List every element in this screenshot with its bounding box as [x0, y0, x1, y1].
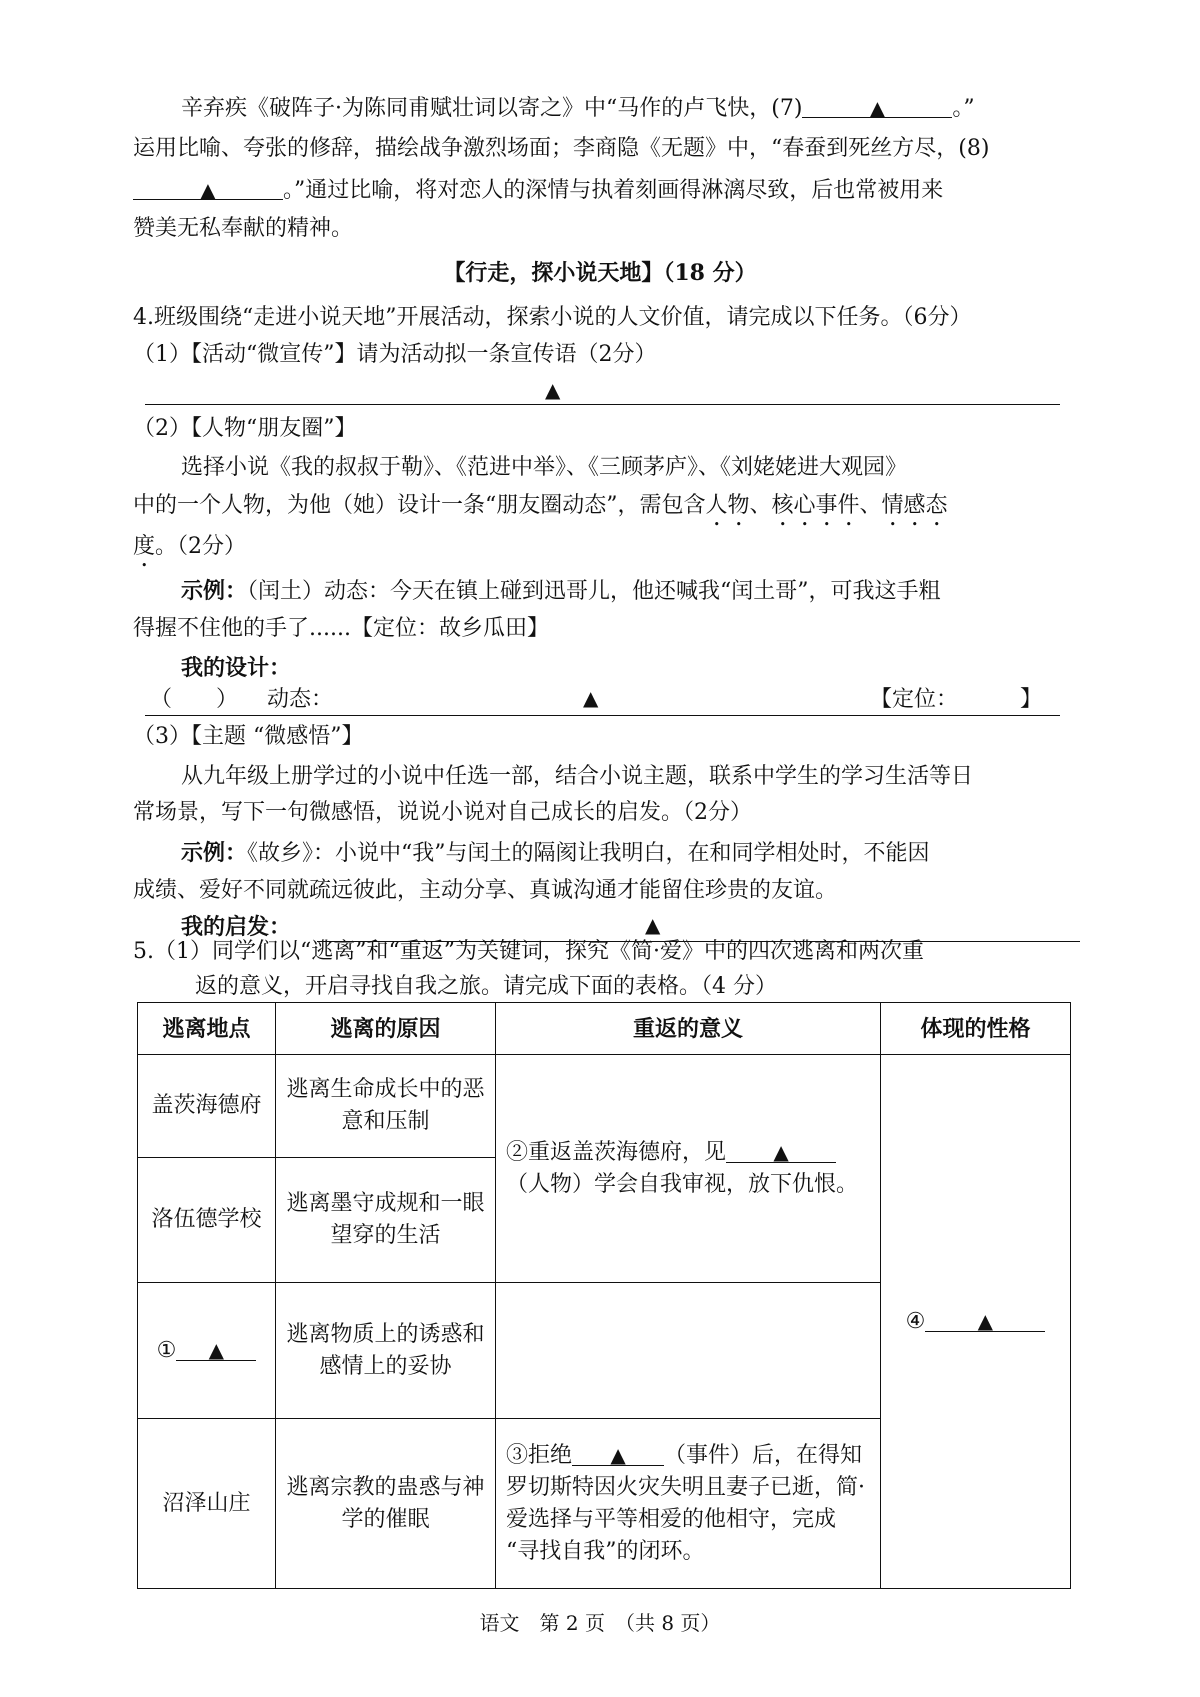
answer-blank-4[interactable]: [925, 1305, 1045, 1332]
table-row: [138, 1055, 1071, 1158]
triangle-marker-icon: ▲: [545, 378, 561, 402]
poem-line-3: [133, 175, 943, 206]
table-header-row: [138, 1003, 1071, 1055]
q4-part3-title: （3）【主题 “微感悟”】: [133, 724, 364, 749]
page-footer: 语文 第 2 页 （共 8 页）: [479, 1611, 721, 1635]
answer-blank-7[interactable]: [802, 93, 952, 118]
triangle-marker-icon: ▲: [977, 1309, 994, 1333]
return-meaning-cell: [496, 1419, 881, 1589]
meaning-text: （人物）学会自我审视，放下仇恨。: [506, 1172, 859, 1197]
emphasized-text: 度: [133, 534, 156, 559]
q4-part1-title: （1）【活动“微宣传”】请为活动拟一条宣传语（2分）: [133, 342, 657, 367]
escape-place-cell: 洛伍德学校: [138, 1158, 276, 1283]
emphasized-text: 人物、核心事件、情感态: [705, 493, 948, 518]
q4-example2-line: [181, 838, 930, 869]
answer-line[interactable]: [145, 404, 1060, 405]
poem-line-1: [181, 93, 975, 124]
escape-reason-cell: 逃离宗教的蛊惑与神学的催眠: [276, 1419, 496, 1589]
q4-part3-text: 从九年级上册学过的小说中任选一部，结合小说主题，联系中学生的学习生活等日: [181, 764, 974, 789]
meaning-text: ②重返盖茨海德府，见: [506, 1140, 727, 1165]
meaning-text: （事件）后，在得知罗切斯特因火灾失明且妻子已逝，简·爱选择与平等相爱的他相守，完成 “寻找自我”的闭环。: [506, 1443, 865, 1564]
q4-example2-line: 成绩、爱好不同就疏远彼此，主动分享、真诚沟通才能留住珍贵的友谊。: [133, 878, 838, 903]
escape-place-cell: [138, 1283, 276, 1419]
table-header: 体现的性格: [881, 1003, 1071, 1055]
q4-part2-text: [133, 491, 948, 531]
answer-blank-2[interactable]: [726, 1136, 836, 1163]
answer-blank-3[interactable]: [572, 1439, 664, 1466]
table-header: 逃离地点: [138, 1003, 276, 1055]
escape-reason-cell: 逃离物质上的诱惑和感情上的妥协: [276, 1283, 496, 1419]
design-label: 我的设计：: [181, 655, 292, 681]
q4-part2-text: 选择小说《我的叔叔于勒》、《范进中举》、《三顾茅庐》、《刘姥姥进大观园》: [181, 455, 908, 480]
table-header: 逃离的原因: [276, 1003, 496, 1055]
instruction-text: 。（2分）: [155, 534, 247, 559]
table-header: 重返的意义: [496, 1003, 881, 1055]
q5-stem: 返的意义，开启寻找自我之旅。请完成下面的表格。（4 分）: [195, 974, 777, 999]
inspire-label: 我的启发：: [181, 914, 292, 940]
empty-cell: [496, 1283, 881, 1419]
design-person-blank[interactable]: （ ）: [150, 687, 239, 712]
poem-text: 。”通过比喻，将对恋人的深情与执着刻画得淋漓尽致，后也常被用来: [283, 178, 944, 203]
q4-example-line: 得握不住他的手了......【定位：故乡瓜田】: [133, 616, 549, 641]
triangle-marker-icon: ▲: [208, 1338, 225, 1362]
answer-line[interactable]: [145, 715, 1060, 716]
escape-reason-cell: 逃离墨守成规和一眼望穿的生活: [276, 1158, 496, 1283]
q4-part3-text: 常场景，写下一句微感悟，说说小说对自己成长的启发。（2分）: [133, 800, 752, 825]
triangle-marker-icon: ▲: [869, 96, 886, 120]
escape-place-cell: 沼泽山庄: [138, 1419, 276, 1589]
q4-example-line: [181, 576, 941, 607]
q4-stem: 4.班级围绕“走进小说天地”开展活动，探索小说的人文价值，请完成以下任务。（6分）: [133, 305, 972, 330]
q4-part2-text: [133, 532, 246, 572]
triangle-marker-icon: ▲: [773, 1140, 789, 1164]
trait-cell: [881, 1055, 1071, 1589]
escape-place-cell: 盖茨海德府: [138, 1055, 276, 1158]
escape-reason-cell: 逃离生命成长中的恶意和压制: [276, 1055, 496, 1158]
design-location-label: 【定位：: [870, 687, 959, 712]
triangle-marker-icon: ▲: [610, 1443, 626, 1467]
design-location-end: 】: [1020, 687, 1043, 712]
poem-text: 辛弃疾《破阵子·为陈同甫赋壮词以寄之》中“马作的卢飞快，(7): [181, 96, 803, 121]
q4-part2-title: （2）【人物“朋友圈”】: [133, 416, 357, 441]
design-dongtai-label: 动态：: [267, 687, 334, 712]
answer-blank-1[interactable]: [176, 1334, 256, 1361]
triangle-marker-icon: ▲: [200, 178, 216, 202]
instruction-text: 中的一个人物，为他（她）设计一条“朋友圈动态”，需包含: [133, 493, 706, 518]
poem-line-2: 运用比喻、夸张的修辞，描绘战争激烈场面；李商隐《无题》中，“春蚕到死丝方尽，(8): [133, 136, 990, 161]
jane-eyre-table: [137, 1002, 1071, 1589]
example-label: 示例：: [181, 578, 248, 604]
circled-number: ④: [905, 1309, 926, 1334]
q5-stem: 5.（1）同学们以“逃离”和“重返”为关键词，探究《简·爱》中的四次逃离和两次重: [133, 939, 924, 964]
example-label: 示例：: [181, 840, 248, 866]
section-title: 【行走，探小说天地】（18 分）: [443, 260, 757, 286]
return-meaning-cell: [496, 1055, 881, 1283]
poem-line-4: 赞美无私奉献的精神。: [133, 216, 354, 241]
triangle-marker-icon: ▲: [645, 913, 661, 937]
meaning-text: ③拒绝: [506, 1443, 573, 1468]
circled-number: ①: [156, 1338, 177, 1363]
poem-text: 。”: [952, 96, 975, 121]
triangle-marker-icon: ▲: [583, 686, 599, 710]
example-text: 《故乡》：小说中“我”与闰土的隔阂让我明白，在和同学相处时，不能因: [247, 841, 930, 866]
answer-blank-8[interactable]: [133, 175, 283, 200]
example-text: （闰土）动态：今天在镇上碰到迅哥儿，他还喊我“闰土哥”，可我这手粗: [247, 579, 941, 604]
